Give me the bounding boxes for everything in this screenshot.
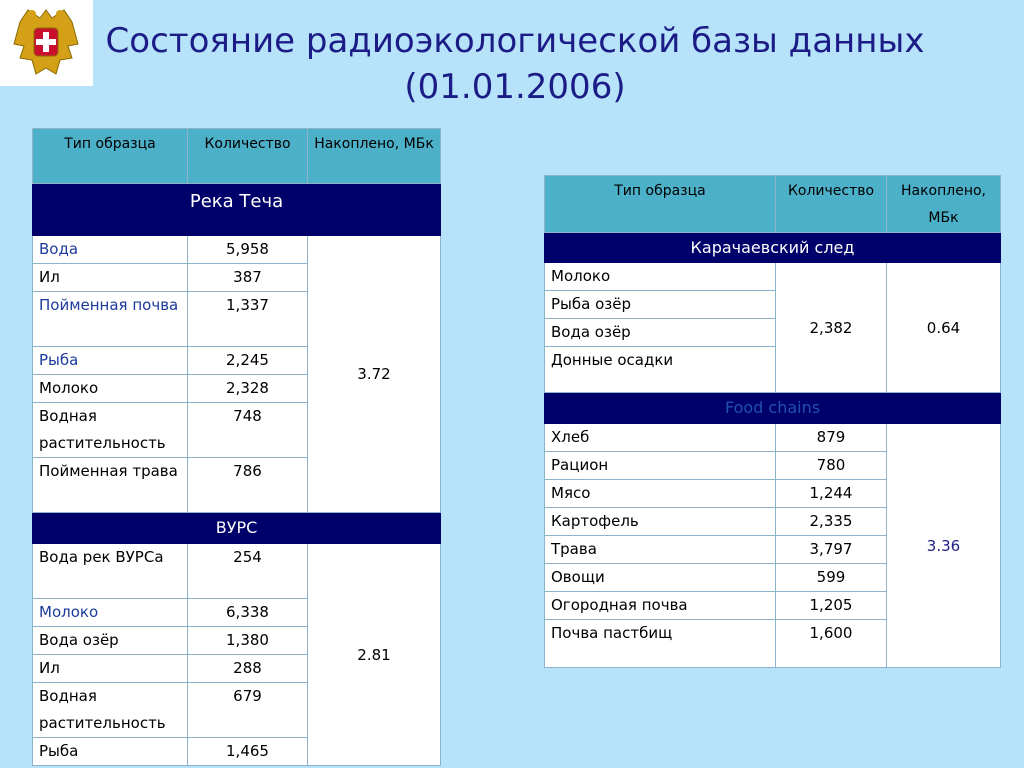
row-label: Рыба озёр [545,291,776,319]
double-headed-eagle-icon [12,4,80,82]
row-value: 748 [188,403,308,458]
row-value: 1,600 [776,620,887,668]
section-title: Река Теча [33,184,441,236]
row-label: Картофель [545,508,776,536]
row-value: 780 [776,452,887,480]
section-total: 2.81 [308,544,441,766]
row-value: 679 [188,683,308,738]
row-value: 2,245 [188,347,308,375]
row-value: 2,335 [776,508,887,536]
section-row-food-chains [545,393,1001,424]
row-label: Рыба [33,347,188,375]
title-line-1: Состояние радиоэкологической базы данных [105,21,925,61]
row-value: 5,958 [188,236,308,264]
row-label: Вода [33,236,188,264]
title-line-2: (01.01.2006) [404,67,626,107]
row-value: 387 [188,264,308,292]
row-value: 1,205 [776,592,887,620]
section-title: ВУРС [33,513,441,544]
header-count: Количество [188,129,308,184]
table-row [545,424,1001,452]
row-label: Хлеб [545,424,776,452]
header-accumulated: Накоплено, МБк [887,176,1001,233]
row-label: Ил [33,264,188,292]
header-count: Количество [776,176,887,233]
row-label: Рыба [33,738,188,766]
row-label: Пойменная почва [33,292,188,347]
row-value: 288 [188,655,308,683]
row-label: Мясо [545,480,776,508]
section-row-vurs [33,513,441,544]
row-label: Почва пастбищ [545,620,776,668]
section-row-techa [33,184,441,236]
row-label: Вода рек ВУРСа [33,544,188,599]
header-sample-type: Тип образца [33,129,188,184]
row-label: Огородная почва [545,592,776,620]
row-value: 2,328 [188,375,308,403]
table-header-row [33,129,441,184]
row-value: 1,465 [188,738,308,766]
row-label: Донные осадки [545,347,776,393]
row-label: Водная растительность [33,403,188,458]
section-total: 3.36 [887,424,1001,668]
row-value: 879 [776,424,887,452]
section-total: 3.72 [308,236,441,513]
table-row [33,544,441,599]
row-label: Ил [33,655,188,683]
section-total: 0.64 [887,263,1001,393]
header-sample-type: Тип образца [545,176,776,233]
table-row [33,236,441,264]
row-label: Вода озёр [33,627,188,655]
row-value: 3,797 [776,536,887,564]
row-label: Молоко [33,375,188,403]
row-value: 6,338 [188,599,308,627]
row-label: Молоко [33,599,188,627]
row-label: Трава [545,536,776,564]
section-row-karachay [545,233,1001,263]
section-title: Food chains [545,393,1001,424]
row-value: 1,337 [188,292,308,347]
row-value: 254 [188,544,308,599]
table-header-row [545,176,1001,233]
header-accumulated: Накоплено, МБк [308,129,441,184]
right-data-table [544,175,1001,668]
emblem-logo [0,0,93,86]
row-value: 1,244 [776,480,887,508]
row-label: Пойменная трава [33,458,188,513]
row-label: Молоко [545,263,776,291]
row-label: Овощи [545,564,776,592]
page-title [100,18,930,110]
row-label: Водная растительность [33,683,188,738]
section-title: Карачаевский след [545,233,1001,263]
row-label: Рацион [545,452,776,480]
row-value: 599 [776,564,887,592]
row-label: Вода озёр [545,319,776,347]
table-row [545,263,1001,291]
left-data-table [32,128,441,766]
row-value: 786 [188,458,308,513]
section-count: 2,382 [776,263,887,393]
row-value: 1,380 [188,627,308,655]
